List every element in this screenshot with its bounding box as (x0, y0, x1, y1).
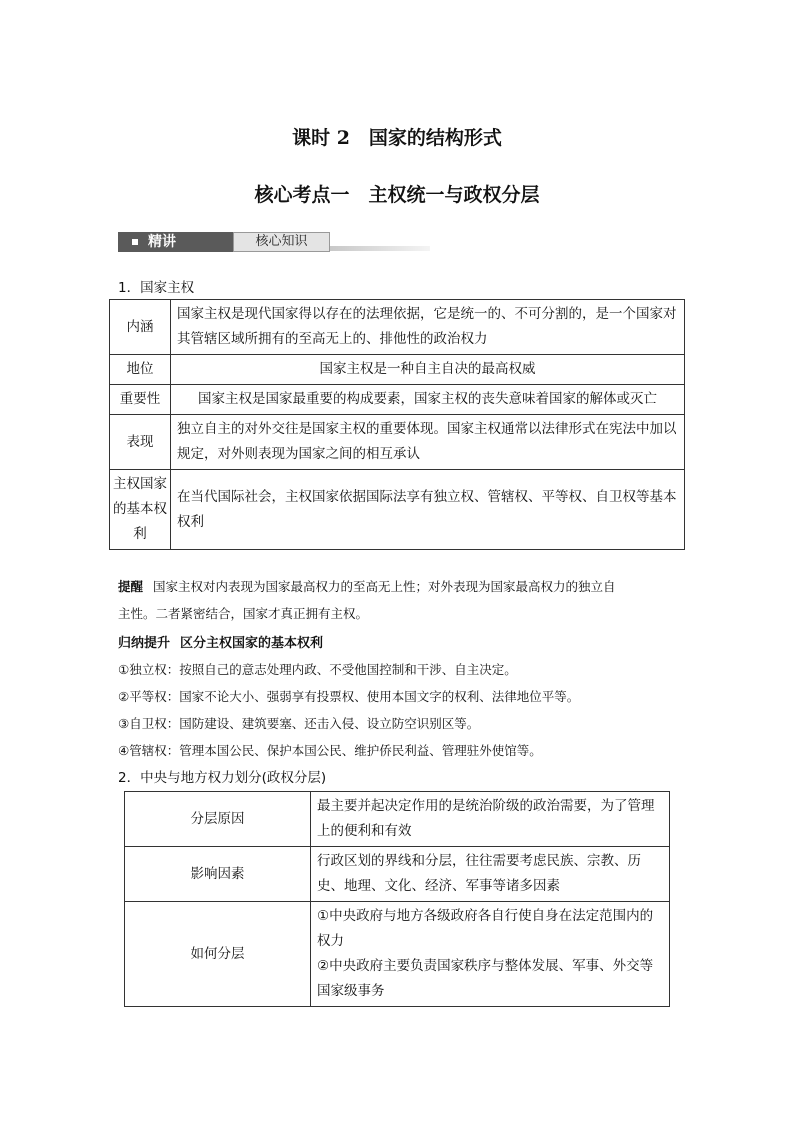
row-content: 行政区划的界线和分层，往往需要考虑民族、宗教、历史、地理、文化、经济、军事等诸多因素 (311, 847, 670, 902)
section2-heading: 2．中央与地方权力划分(政权分层) (118, 770, 327, 786)
sovereignty-table (109, 299, 685, 550)
row-content: 独立自主的对外交往是国家主权的重要体现。国家主权通常以法律形式在宪法中加以规定，对外则表现为国家之间的相互承认 (171, 415, 685, 470)
table-row (110, 385, 685, 415)
row-content-line: ②中央政府主要负责国家秩序与整体发展、军事、外交等国家级事务 (317, 958, 654, 999)
row-label: 主权国家的基本权利 (110, 470, 171, 550)
list-item: ③自卫权：国防建设、建筑要塞、还击入侵、设立防空识别区等。 (118, 716, 480, 731)
summary-title (118, 632, 323, 651)
summary-heading: 区分主权国家的基本权利 (180, 636, 324, 651)
row-content (311, 902, 670, 1007)
table-row (110, 415, 685, 470)
section1-heading: 1．国家主权 (118, 280, 195, 296)
list-item: ②平等权：国家不论大小、强弱享有投票权、使用本国文字的权利、法律地位平等。 (118, 689, 580, 704)
tip-text-1: 国家主权对内表现为国家最高权力的至高无上性；对外表现为国家最高权力的独立自 (153, 579, 616, 594)
row-label: 内涵 (110, 300, 171, 355)
row-content: 国家主权是国家最重要的构成要素，国家主权的丧失意味着国家的解体或灭亡 (171, 385, 685, 415)
table-row (125, 792, 670, 847)
banner-subtitle: 核心知识 (233, 232, 330, 252)
row-content: 国家主权是一种自主自决的最高权威 (171, 355, 685, 385)
list-item: ①独立权：按照自己的意志处理内政、不受他国控制和干涉、自主决定。 (118, 662, 517, 677)
row-content-line: ①中央政府与地方各级政府各自行使自身在法定范围内的权力 (317, 908, 654, 949)
row-label: 重要性 (110, 385, 171, 415)
row-label: 影响因素 (125, 847, 311, 902)
square-bullet-icon (132, 239, 138, 245)
tip-line-1 (118, 577, 616, 595)
power-division-table (124, 791, 670, 1007)
banner-tag (118, 232, 233, 252)
lesson-title: 课时 2 国家的结构形式 (292, 127, 502, 149)
table-row (125, 902, 670, 1007)
banner-tag-label: 精讲 (148, 234, 176, 250)
table-row (110, 355, 685, 385)
row-content: 最主要并起决定作用的是统治阶级的政治需要，为了管理上的便利和有效 (311, 792, 670, 847)
table-row (125, 847, 670, 902)
summary-label: 归纳提升 (118, 636, 171, 651)
point-title: 核心考点一 主权统一与政权分层 (254, 184, 540, 206)
row-label: 分层原因 (125, 792, 311, 847)
row-content: 国家主权是现代国家得以存在的法理依据，它是统一的、不可分割的，是一个国家对其管辖区域所拥有的至高无上的、排他性的政治权力 (171, 300, 685, 355)
section-banner (118, 232, 430, 254)
row-label: 地位 (110, 355, 171, 385)
banner-rule (330, 246, 430, 251)
table-row (110, 470, 685, 550)
list-item: ④管辖权：管理本国公民、保护本国公民、维护侨民利益、管理驻外使馆等。 (118, 743, 542, 758)
tip-label: 提醒 (118, 579, 144, 594)
row-label: 表现 (110, 415, 171, 470)
row-label: 如何分层 (125, 902, 311, 1007)
tip-line-2: 主性。二者紧密结合，国家才真正拥有主权。 (118, 606, 369, 621)
row-content: 在当代国际社会，主权国家依据国际法享有独立权、管辖权、平等权、自卫权等基本权利 (171, 470, 685, 550)
table-row (110, 300, 685, 355)
